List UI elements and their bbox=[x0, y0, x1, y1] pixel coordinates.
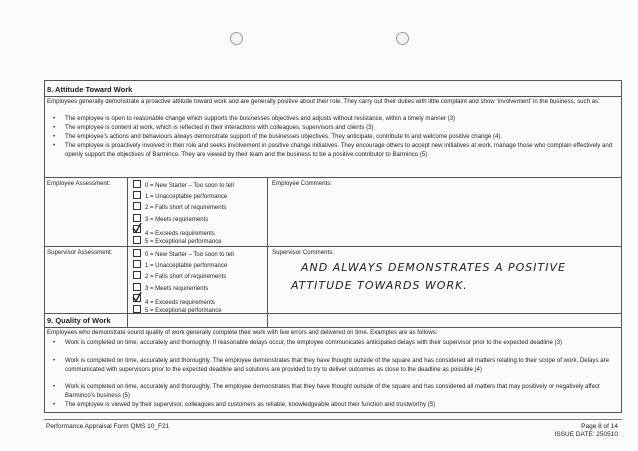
supervisor-rating-option-3 bbox=[133, 283, 208, 293]
footer-issue-date: ISSUE DATE: 250510 bbox=[554, 431, 618, 438]
employee-rating-checkbox-0[interactable] bbox=[133, 180, 141, 188]
employee-rating-checkbox-4[interactable] bbox=[133, 225, 141, 233]
section-8-intro: Employees generally demonstrate a proactive attitude toward work and are generally positive about their role. They carry out their duties with little complaint and show ‘involvement’ in the business, such as: bbox=[47, 98, 600, 105]
footer-page-number: Page 8 of 14 bbox=[581, 423, 618, 430]
divider bbox=[267, 177, 268, 327]
appraisal-form-frame bbox=[44, 80, 622, 413]
bullet-dot: • bbox=[53, 125, 56, 131]
section-8-bullet-1: The employee is open to reasonable change which supports the businesses objectives and adjusts without resistance, within a timely manner (3) bbox=[65, 115, 456, 122]
section-9-bullet-3: Work is completed on time, accurately and thoroughly. The employee demonstrates that they have thought outside of the square and has considered all matters that may positively or negatively affect Barminco’s business (5) bbox=[65, 383, 600, 399]
employee-rating-checkbox-3[interactable] bbox=[133, 214, 141, 222]
bullet-dot: • bbox=[53, 340, 56, 346]
employee-assessment-label: Employee Assessment: bbox=[47, 180, 111, 187]
bullet-dot: • bbox=[53, 143, 56, 149]
supervisor-assessment-label: Supervisor Assessment: bbox=[47, 249, 113, 256]
bullet-dot: • bbox=[53, 116, 56, 122]
supervisor-rating-option-label-2: 2 = Falls short of requirements bbox=[145, 274, 227, 281]
supervisor-rating-checkbox-4[interactable] bbox=[133, 294, 141, 302]
supervisor-rating-option-label-0: 0 = New Starter – Too soon to tell bbox=[145, 252, 234, 258]
employee-rating-option-1 bbox=[133, 191, 227, 201]
supervisor-rating-option-2 bbox=[133, 271, 226, 281]
bullet-dot: • bbox=[53, 134, 56, 140]
employee-rating-option-0 bbox=[133, 180, 234, 190]
supervisor-rating-option-label-5: 5 = Exceptional performance bbox=[145, 308, 222, 314]
divider bbox=[127, 177, 128, 327]
divider bbox=[45, 177, 621, 178]
supervisor-rating-option-label-3: 3 = Meets requirements bbox=[145, 285, 209, 292]
supervisor-comments-label: Supervisor Comments: bbox=[272, 249, 334, 256]
supervisor-rating-checkbox-2[interactable] bbox=[133, 271, 141, 279]
employee-rating-checkbox-5[interactable] bbox=[133, 236, 141, 244]
supervisor-rating-option-label-1: 1 = Unacceptable performance bbox=[145, 263, 228, 270]
employee-comments-label: Employee Comments: bbox=[272, 180, 332, 187]
punch-hole-left bbox=[230, 32, 243, 45]
employee-rating-option-2 bbox=[133, 202, 226, 212]
punch-hole-right bbox=[396, 32, 409, 45]
section-9-title: 9. Quality of Work bbox=[47, 316, 111, 325]
section-9-bullet-1: Work is completed on time, accurately and thoroughly. If reasonable delays occur, the employee communicates anticipated delays with their supervisor prior to the expected deadline (3) bbox=[65, 339, 563, 346]
bullet-dot: • bbox=[53, 402, 56, 408]
section-9-bullet-2: Work is completed on time, accurately and thoroughly. The employee demonstrates that they have thought outside of the square and has considered all matters relating to their scope of work. Delays are communicated with supervisors prior to the expected deadline and solutions are provided to try to deliver outcomes as close to the deadline as possible (4) bbox=[65, 357, 609, 373]
supervisor-rating-checkbox-1[interactable] bbox=[133, 260, 141, 268]
divider bbox=[45, 313, 621, 314]
employee-rating-option-5 bbox=[133, 236, 222, 246]
supervisor-rating-checkbox-0[interactable] bbox=[133, 249, 141, 257]
employee-rating-checkbox-2[interactable] bbox=[133, 202, 141, 210]
footer-form-id: Performance Appraisal Form QMS 10_F21 bbox=[46, 423, 170, 430]
bullet-dot: • bbox=[53, 358, 56, 364]
section-8-bullet-3: The employee’s actions and behaviours always demonstrate support of the businesses objectives. They anticipate, contribute to and welcome positive change (4). bbox=[65, 133, 503, 140]
supervisor-rating-option-1 bbox=[133, 260, 227, 270]
employee-rating-option-label-0: 0 = New Starter – Too soon to tell bbox=[145, 183, 234, 189]
bullet-dot: • bbox=[53, 384, 56, 390]
employee-rating-option-label-3: 3 = Meets requirements bbox=[145, 216, 209, 223]
employee-rating-option-label-4: 4 = Exceeds requirements bbox=[145, 230, 215, 237]
employee-rating-checkbox-1[interactable] bbox=[133, 191, 141, 199]
supervisor-handwritten-comment-line-2: ATTITUDE TOWARDS WORK. bbox=[291, 279, 468, 292]
divider bbox=[45, 246, 621, 247]
supervisor-rating-checkbox-3[interactable] bbox=[133, 283, 141, 291]
section-8-bullet-4: The employee is proactively involved in their role and seeks involvement in positive change initiatives. They encourage others to accept new initiatives at work, manage those who complain effectively and openly support the objectives of Barminco. They are viewed by their team and the business to be a positive contributor to Barminco (5) bbox=[65, 142, 613, 158]
supervisor-rating-option-label-4: 4 = Exceeds requirements bbox=[145, 299, 215, 306]
supervisor-rating-checkbox-5[interactable] bbox=[133, 305, 141, 313]
section-9-bullet-4: The employee is viewed by their supervisor, colleagues and customers as reliable, knowledgeable about their function and trustworthy (5) bbox=[65, 401, 436, 408]
employee-rating-option-label-5: 5 = Exceptional performance bbox=[145, 239, 222, 245]
employee-rating-option-label-1: 1 = Unacceptable performance bbox=[145, 194, 228, 201]
footer-rule bbox=[44, 419, 622, 420]
supervisor-rating-option-0 bbox=[133, 249, 234, 259]
employee-rating-option-3 bbox=[133, 214, 208, 224]
section-9-intro: Employees who demonstrate sound quality of work generally complete their work with few errors and delivered on time. Examples are as follows: bbox=[47, 329, 438, 336]
employee-rating-option-label-2: 2 = Falls short of requirements bbox=[145, 205, 227, 212]
section-8-bullet-2: The employee is content at work, which is reflected in their interactions with colleagues, supervisors and clients (3) bbox=[65, 124, 374, 131]
supervisor-handwritten-comment-line-1: AND ALWAYS DEMONSTRATES A POSITIVE bbox=[301, 261, 566, 274]
divider bbox=[45, 96, 621, 97]
divider bbox=[45, 327, 621, 328]
section-8-title: 8. Attitude Toward Work bbox=[47, 85, 133, 94]
